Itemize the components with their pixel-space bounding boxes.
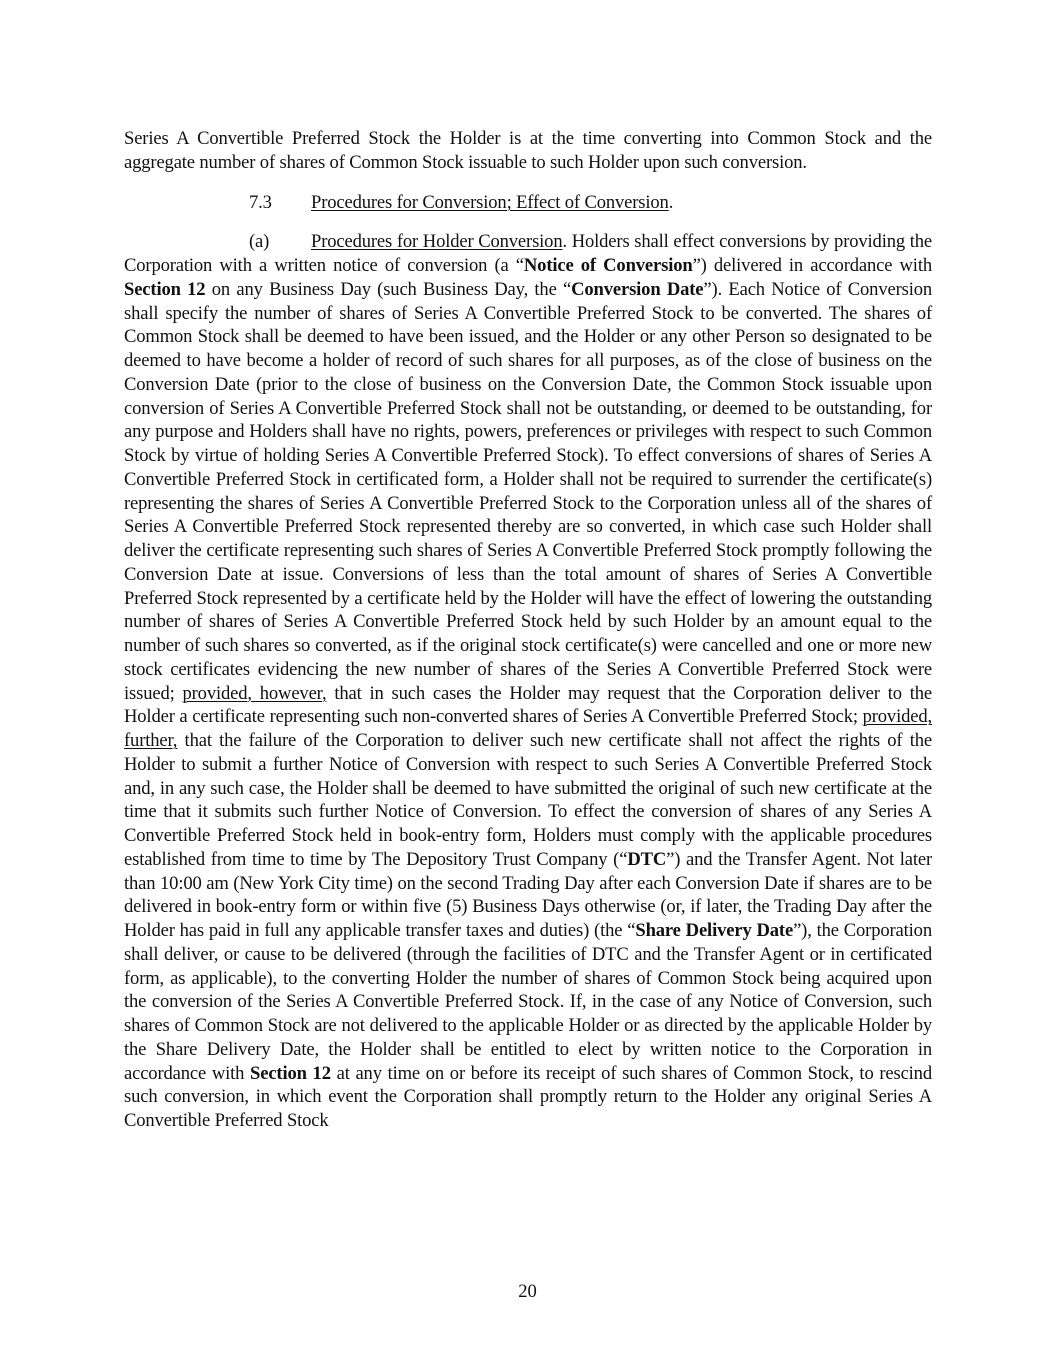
subsection-title: Procedures for Holder Conversion xyxy=(311,231,563,253)
defined-term: Section 12 xyxy=(124,278,206,300)
body-text: at any time on or before its receipt of such shares of Common Stock, to rescind such conversion, in which event the Corporation shall promptly return to the Holder any original Series A Convertible Preferred Stock xyxy=(124,1062,932,1131)
defined-term: Share Delivery Date xyxy=(635,920,794,941)
body-text: . Holders shall effect conversions by providing the Corporation with a written notice of conversion (a “ xyxy=(124,231,932,276)
subsection-a-paragraph xyxy=(124,230,932,1133)
intro-paragraph: Series A Convertible Preferred Stock the Holder is at the time converting into Common Stock and the aggregate number of shares of Common Stock issuable to such Holder upon such conversion. xyxy=(124,128,932,173)
defined-term: Notice of Conversion xyxy=(523,255,693,276)
body-text: ”), the Corporation shall deliver, or cause to be delivered (through the facilities of DTC and the Transfer Agent or in certificated form, as applicable), to the converting Holder the number of shares of Common Stock being acquired upon the conversion of the Series A Convertible Preferred Stock. If, in the case of any Notice of Conversion, such shares of Common Stock are not delivered to the applicable Holder or as directed by the applicable Holder by the Share Delivery Date, the Holder shall be entitled to elect by written notice to the Corporation in accordance with xyxy=(124,920,932,1084)
defined-term: Section 12 xyxy=(250,1062,331,1084)
body-text: on any Business Day (such Business Day, the “ xyxy=(205,278,572,300)
proviso-phrase: provided, further, xyxy=(124,706,932,751)
body-text: ”) and the Transfer Agent. Not later than 10:00 am (New York City time) on the second Trading Day after each Conversion Date if shares are to be delivered in book-entry form or within five (5) Business Days otherwise (or, if later, the Trading Day after the Holder has paid in full any applicable transfer taxes and duties) (the “ xyxy=(124,848,932,941)
subsection-body xyxy=(124,231,932,1131)
body-text: that the failure of the Corporation to deliver such new certificate shall not affect the rights of the Holder to submit a further Notice of Conversion with respect to such Series A Convertible Preferred Stock and, in any such case, the Holder shall be deemed to have submitted the original of such new certificate at the time that it submits such further Notice of Conversion. To effect the conversion of shares of any Series A Convertible Preferred Stock held in book-entry form, Holders must comply with the applicable procedures established from time to time by The Depository Trust Company (“ xyxy=(124,730,932,870)
section-heading xyxy=(124,191,932,215)
defined-term: DTC xyxy=(627,848,667,870)
section-title: Procedures for Conversion; Effect of Conversion xyxy=(311,191,669,213)
defined-term: Conversion Date xyxy=(571,278,704,300)
subsection-label: (a) xyxy=(249,231,270,253)
body-text: ”) delivered in accordance with xyxy=(692,255,932,276)
body-text: ”). Each Notice of Conversion shall specify the number of shares of Series A Convertible Preferred Stock to be converted. The shares of Common Stock shall be deemed to have been issued, and the Holder or any other Person so designated to be deemed to have become a holder of record of such shares for all purposes, as of the close of business on the Conversion Date (prior to the close of business on the Conversion Date, the Common Stock issuable upon conversion of Series A Convertible Preferred Stock shall not be outstanding, or deemed to be outstanding, for any purpose and Holders shall have no rights, powers, preferences or privileges with respect to such Common Stock by virtue of holding Series A Convertible Preferred Stock). To effect conversions of shares of Series A Convertible Preferred Stock in certificated form, a Holder shall not be required to surrender the certificate(s) representing the shares of Series A Convertible Preferred Stock to the Corporation unless all of the shares of Series A Convertible Preferred Stock represented thereby are so converted, in which case such Holder shall deliver the certificate representing such shares of Series A Convertible Preferred Stock promptly following the Conversion Date at issue. Conversions of less than the total amount of shares of Series A Convertible Preferred Stock represented by a certificate held by the Holder will have the effect of lowering the outstanding number of shares of Series A Convertible Preferred Stock held by such Holder by an amount equal to the number of such shares so converted, as if the original stock certificate(s) were cancelled and one or more new stock certificates evidencing the new number of shares of the Series A Convertible Preferred Stock were issued; xyxy=(124,278,933,704)
body-text: that in such cases the Holder may request that the Corporation deliver to the Holder a certificate representing such non-converted shares of Series A Convertible Preferred Stock; xyxy=(124,682,932,728)
section-title-suffix: . xyxy=(668,191,674,213)
section-number: 7.3 xyxy=(249,191,272,213)
proviso-phrase: provided, however, xyxy=(182,682,327,704)
document-page xyxy=(124,127,932,1133)
page-number: 20 xyxy=(518,1281,537,1302)
